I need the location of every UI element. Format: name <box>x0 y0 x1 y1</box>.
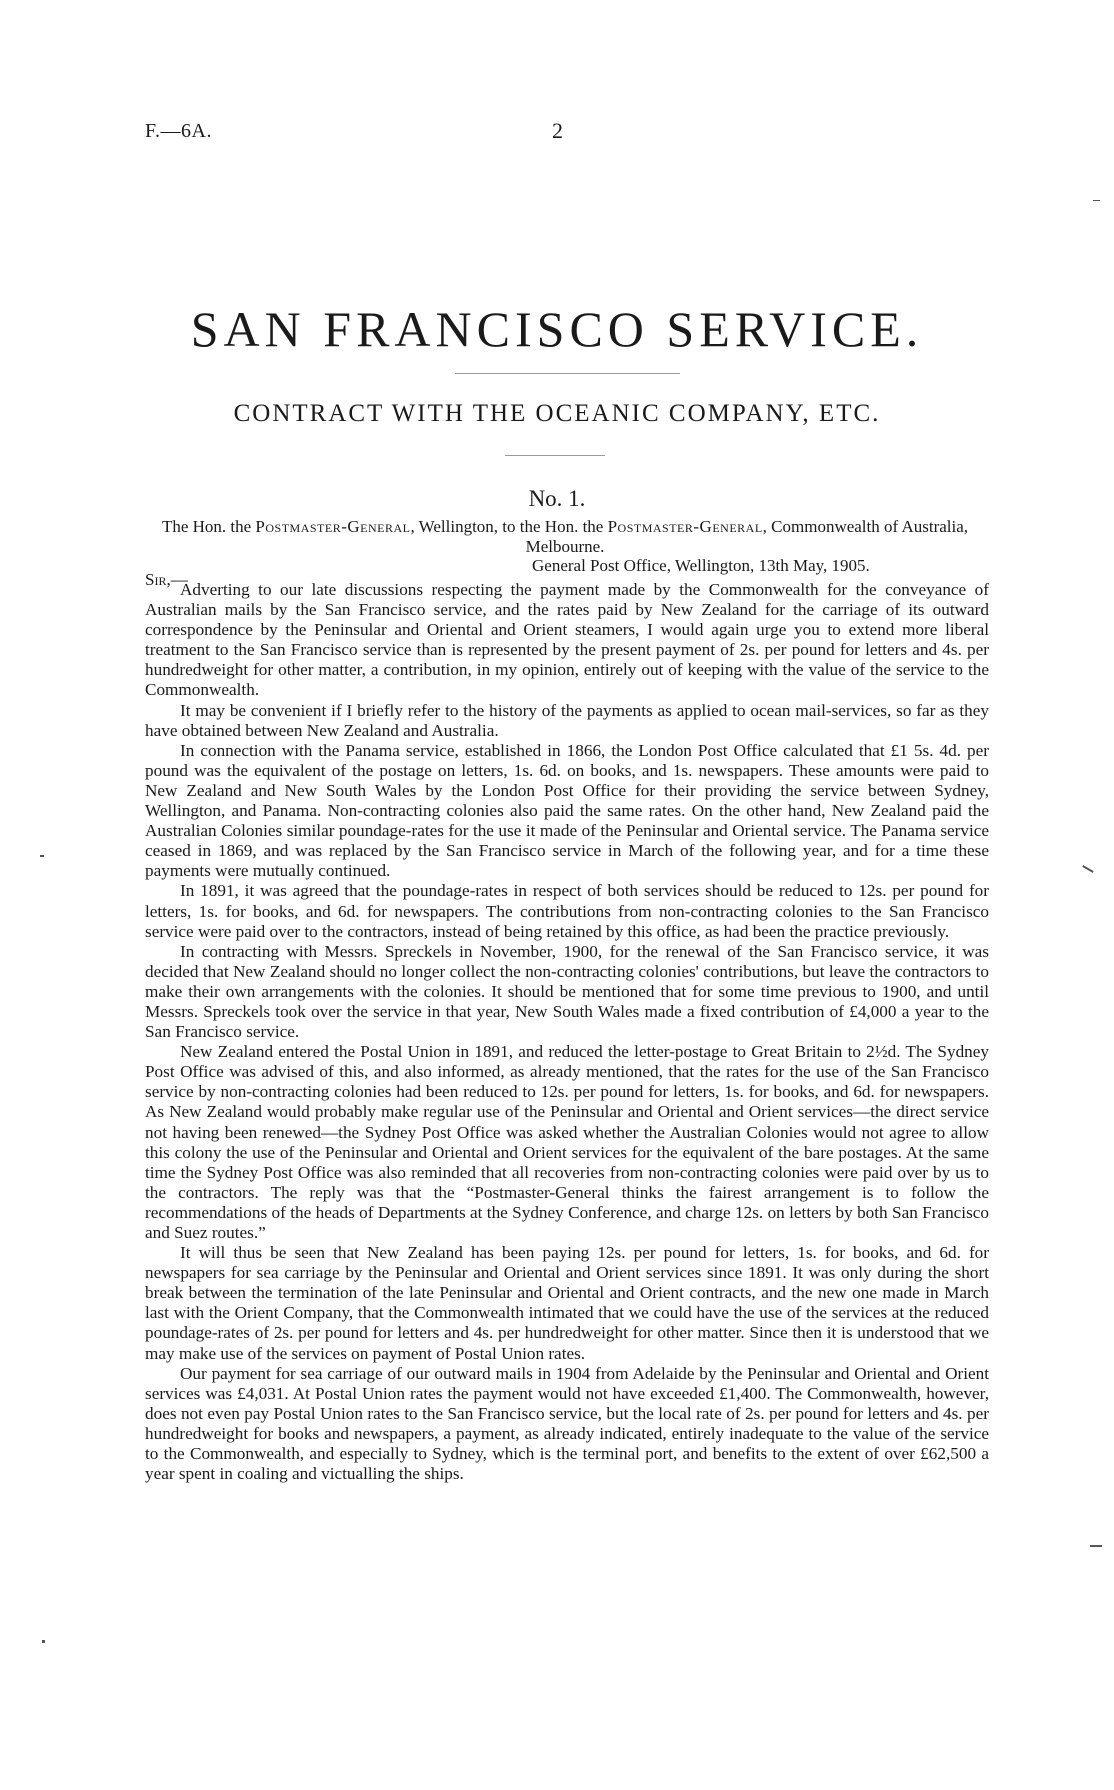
heading-text-1: The Hon. the <box>161 517 256 536</box>
scan-mark <box>40 855 44 857</box>
paragraph: In 1891, it was agreed that the poundage-rates in respect of both services should be reduced to 12s. per pound for letters, 1s. for books, and 6d. for newspapers. The contributions from non-contracting colonies to the San Francisco service were paid over to the contractors, instead of being retained by this office, as had been the practice previously. <box>145 881 989 941</box>
paragraph: Adverting to our late discussions respecting the payment made by the Commonwealth for the conveyance of Australian mails by the San Francisco service, and the rates paid by New Zealand for the carriage of its outward correspondence by the Peninsular and Oriental and Orient steamers, I would again urge you to extend more liberal treatment to the San Francisco service than is represented by the present payment of 2s. per pound for letters and 4s. per hundredweight for other matter, a contribution, in my opinion, entirely out of keeping with the value of the service to the Commonwealth. <box>145 580 989 700</box>
scan-mark <box>42 1640 45 1643</box>
document-number: No. 1. <box>528 486 586 511</box>
paragraph: Our payment for sea carriage of our outward mails in 1904 from Adelaide by the Peninsular and Oriental and Orient services was £4,031. At Postal Union rates the payment would not have exceeded £1,400. The Commonwealth, however, does not even pay Postal Union rates to the San Francisco service, but the local rate of 2s. per pound for letters and 4s. per hundredweight for books and newspapers, a payment, as already indicated, entirely inadequate to the value of the service to the Commonwealth, and especially to Sydney, which is the terminal port, and benefits to the extent of over £62,500 a year spent in coaling and victualling the ships. <box>145 1363 989 1484</box>
salutation: Sir,— <box>145 570 188 589</box>
letter-heading <box>145 517 985 557</box>
letter-body <box>145 580 989 1484</box>
scan-mark <box>1090 1545 1102 1547</box>
scan-mark <box>1093 200 1100 201</box>
paragraph: New Zealand entered the Postal Union in 1891, and reduced the letter-postage to Great Britain to 2½d. The Sydney Post Office was advised of this, and also informed, as already mentioned, that the rates for the use of the San Francisco service by non-contracting colonies had been reduced to 12s. per pound for letters, 1s. for books, and 6d. for newspapers. As New Zealand would probably make regular use of the Peninsular and Oriental and Orient services—the direct service not having been renewed—the Sydney Post Office was asked whether the Australian Colonies would not agree to allow this colony the use of the Peninsular and Oriental and Orient services for the equivalent of the bare postages. At the same time the Sydney Post Office was also reminded that all recoveries from non-contracting colonies were paid over by us to the contractors. The reply was that the “Postmaster-General thinks the fairest arrangement is to follow the recommendations of the heads of Departments at the Sydney Conference, and charge 12s. on letters by both San Francisco and Suez routes.” <box>145 1042 989 1242</box>
subtitle-divider <box>505 455 605 456</box>
heading-text-2: , Wellington, to the Hon. the <box>410 517 608 536</box>
recipient-title: Postmaster-General <box>607 517 763 536</box>
paragraph: In contracting with Messrs. Spreckels in November, 1900, for the renewal of the San Francisco service, it was decided that New Zealand should no longer collect the non-contracting colonies' contributions, but leave the contractors to make their own arrangements with the colonies. It should be mentioned that for some time previous to 1900, and until Messrs. Spreckels took over the service in that year, New South Wales made a fixed contribution of £4,000 a year to the San Francisco service. <box>145 941 989 1042</box>
paragraph: It may be convenient if I briefly refer to the history of the payments as applied to ocean mail-services, so far as they have obtained between New Zealand and Australia. <box>145 700 989 740</box>
scan-mark <box>1082 865 1093 873</box>
document-reference: F.—6A. <box>145 120 212 142</box>
paragraph: It will thus be seen that New Zealand has been paying 12s. per pound for letters, 1s. for books, and 6d. for newspapers for sea carriage by the Peninsular and Oriental and Orient services since 1891. It was only during the short break between the termination of the late Peninsular and Oriental and Orient contracts, and the new one made in March last with the Orient Company, that the Commonwealth intimated that we could have the use of the services at the reduced poundage-rates of 2s. per pound for letters and 4s. per hundredweight for other matter. Since then it is understood that we may make use of the services on payment of Postal Union rates. <box>145 1243 989 1363</box>
title-divider <box>455 373 680 374</box>
page-subtitle: CONTRACT WITH THE OCEANIC COMPANY, ETC. <box>233 400 881 427</box>
paragraph: In connection with the Panama service, established in 1866, the London Post Office calculated that £1 5s. 4d. per pound was the equivalent of the postage on letters, 1s. 6d. on books, and 1s. newspapers. These amounts were paid to New Zealand and New South Wales by the London Post Office for their providing the service between Sydney, Wellington, and Panama. Non-contracting colonies also paid the same rates. On the other hand, New Zealand paid the Australian Colonies similar poundage-rates for the use it made of the Peninsular and Oriental service. The Panama service ceased in 1869, and was replaced by the San Francisco service in March of the following year, and for a time these payments were mutually continued. <box>145 740 989 881</box>
page-number: 2 <box>552 118 563 143</box>
letter-dateline: General Post Office, Wellington, 13th May, 1905. <box>532 556 870 575</box>
heading-text-3: , Commonwealth of Australia, Melbourne. <box>525 517 969 556</box>
page-title: SAN FRANCISCO SERVICE. <box>190 301 924 357</box>
sender-title: Postmaster-General <box>255 517 411 536</box>
